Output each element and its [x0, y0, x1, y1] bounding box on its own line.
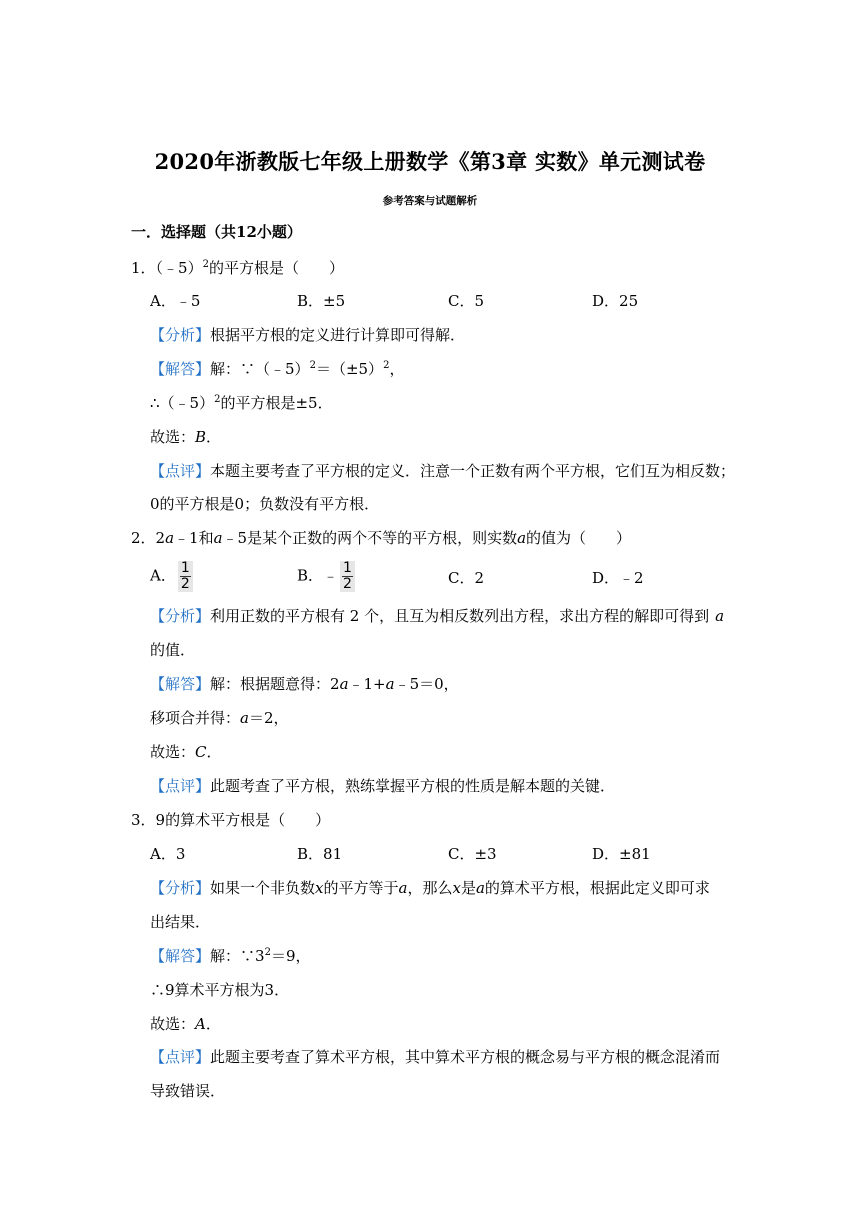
q3-analysis [150, 878, 710, 898]
comment-tag: 【点评】 [150, 1048, 211, 1066]
q1-comment [150, 461, 735, 481]
q1-analysis [150, 325, 465, 345]
solution-text: ∴（﹣5） [150, 394, 215, 412]
variable: a [385, 675, 395, 693]
stem-text: 的平方根是（ ） [208, 259, 344, 277]
page-subtitle: 参考答案与试题解析 [382, 195, 478, 207]
option-d: D．±81 [592, 845, 651, 863]
q2-analysis-line2: 的值． [150, 641, 196, 659]
comment-text: 此题考查了平方根，熟练掌握平方根的性质是解本题的关键． [210, 777, 616, 795]
analysis-tag: 【分析】 [150, 879, 211, 897]
option-b: B．±5 [297, 292, 346, 310]
stem-text: 2 [155, 529, 166, 547]
q2-analysis [150, 606, 724, 626]
analysis-text: 的算术平方根，根据此定义即可求 [484, 879, 710, 897]
comment-tag: 【点评】 [150, 462, 211, 480]
option-b: B．81 [297, 845, 343, 863]
q3-comment-line2: 导致错误． [150, 1082, 226, 1100]
exponent: 2 [309, 360, 316, 371]
q2-solution-line2 [150, 708, 289, 728]
analysis-text: 的平方等于 [323, 879, 399, 897]
q3-choice [150, 1014, 221, 1034]
analysis-tag: 【分析】 [150, 326, 211, 344]
stem-text: ﹣5是某个正数的两个不等的平方根，则实数 [222, 529, 518, 547]
solution-tag: 【解答】 [150, 947, 211, 965]
question-2-stem [131, 528, 631, 548]
variable: a [398, 879, 408, 897]
exponent: 2 [214, 394, 221, 405]
choice-label: 故选： [150, 743, 196, 761]
choice-letter: A [195, 1015, 206, 1033]
stem-text: （﹣5） [155, 259, 203, 277]
comment-text: 本题主要考查了平方根的定义．注意一个正数有两个平方根，它们互为相反数； [210, 462, 736, 480]
analysis-text: 利用正数的平方根有 2 个，且互为相反数列出方程，求出方程的解即可得到 [210, 607, 710, 625]
section-heading: 一．选择题（共12小题） [131, 223, 302, 241]
solution-text: 解：∵3 [210, 947, 265, 965]
solution-tag: 【解答】 [150, 360, 211, 378]
variable: a [165, 529, 175, 547]
variable: x [315, 879, 324, 897]
q1-choice [150, 427, 221, 447]
choice-suffix: ． [206, 428, 222, 446]
variable: a [715, 607, 725, 625]
solution-text: 的平方根是±5． [220, 394, 333, 412]
analysis-tag: 【分析】 [150, 607, 211, 625]
exponent: 2 [202, 259, 209, 270]
choice-suffix: ． [205, 1015, 221, 1033]
option-label: B．﹣ [297, 566, 339, 585]
question-number: 2． [131, 529, 156, 547]
q2-comment [150, 776, 615, 796]
q3-analysis-line2: 出结果． [150, 913, 211, 931]
option-a: A．﹣5 [150, 292, 201, 310]
analysis-text: 如果一个非负数 [210, 879, 316, 897]
stem-text: 的值为（ ） [526, 529, 632, 547]
choice-letter: C [195, 743, 207, 761]
q2-choice [150, 742, 222, 762]
question-number: 3． [131, 811, 156, 829]
solution-text: 解：∵（﹣5） [210, 360, 310, 378]
option-c: C．5 [448, 292, 485, 310]
exponent: 2 [264, 947, 271, 958]
question-1-stem [131, 258, 344, 278]
choice-label: 故选： [150, 428, 196, 446]
numerator: 1 [343, 560, 352, 576]
variable: a [475, 879, 485, 897]
solution-text: ＝（±5） [315, 360, 384, 378]
option-a [150, 561, 193, 592]
denominator: 2 [343, 576, 352, 592]
option-d: D．25 [592, 292, 639, 310]
fraction [340, 561, 355, 592]
numerator: 1 [180, 560, 190, 576]
variable: a [517, 529, 527, 547]
comment-text: 此题主要考查了算术平方根，其中算术平方根的概念易与平方根的概念混淆而 [210, 1048, 721, 1066]
q3-solution [150, 946, 310, 966]
option-d: D．﹣2 [592, 569, 644, 587]
solution-text: 解：根据题意得：2 [210, 675, 340, 693]
solution-text: ＝9， [270, 947, 311, 965]
q3-solution-line2: ∴9算术平方根为3． [150, 981, 290, 999]
option-label: A． [150, 566, 176, 585]
analysis-text: 是 [460, 879, 476, 897]
variable: x [452, 879, 461, 897]
variable: a [213, 529, 223, 547]
solution-text: 移项合并得： [150, 709, 241, 727]
option-c: C．±3 [448, 845, 497, 863]
fraction [178, 561, 193, 592]
solution-text: ， [389, 360, 405, 378]
option-b [297, 561, 355, 592]
q1-comment-line2: 0的平方根是0；负数没有平方根． [150, 495, 380, 513]
q1-solution-line2 [150, 393, 333, 413]
analysis-text: ，那么 [407, 879, 453, 897]
stem-text: ﹣1和 [174, 529, 214, 547]
solution-text: ＝2， [248, 709, 289, 727]
analysis-text: 根据平方根的定义进行计算即可得解． [210, 326, 466, 344]
variable: a [339, 675, 349, 693]
denominator: 2 [180, 576, 190, 592]
page-title: 2020年浙教版七年级上册数学《第3章 实数》单元测试卷 [154, 149, 706, 174]
choice-suffix: ． [206, 743, 222, 761]
q1-solution [150, 359, 404, 379]
solution-text: ﹣1+ [348, 675, 386, 693]
choice-letter: B [195, 428, 207, 446]
choice-label: 故选： [150, 1015, 196, 1033]
q2-solution [150, 674, 459, 694]
question-3-stem [131, 810, 330, 830]
solution-text: ﹣5＝0， [394, 675, 459, 693]
option-c: C．2 [448, 569, 485, 587]
option-a: A．3 [150, 845, 186, 863]
q3-comment [150, 1047, 720, 1067]
stem-text: 9的算术平方根是（ ） [155, 811, 331, 829]
variable: a [240, 709, 249, 727]
exponent: 2 [383, 360, 390, 371]
question-number: 1． [131, 259, 156, 277]
comment-tag: 【点评】 [150, 777, 211, 795]
solution-tag: 【解答】 [150, 675, 211, 693]
